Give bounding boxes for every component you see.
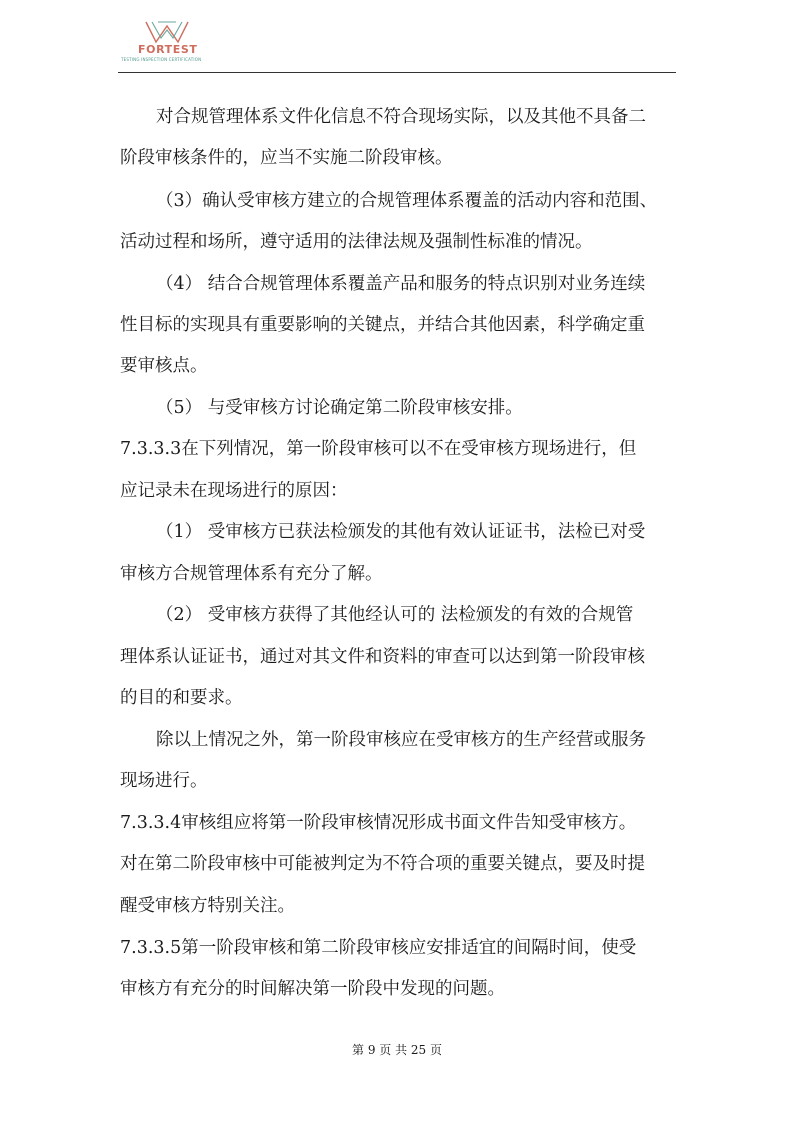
body-line: 对在第二阶段审核中可能被判定为不符合项的重要关键点，要及时提 — [120, 854, 645, 874]
body-line: （1） 受审核方已获法检颁发的其他有效认证证书，法检已对受 — [156, 522, 646, 542]
body-line: 7.3.3.5第一阶段审核和第二阶段审核应安排适宜的间隔时间，使受 — [120, 938, 637, 958]
body-line: 现场进行。 — [120, 771, 208, 791]
logo-tagline: TESTING INSPECTION CERTIFICATION — [121, 57, 202, 62]
page-number: 第 9 页 共 25 页 — [352, 1043, 442, 1057]
body-line: （5） 与受审核方讨论确定第二阶段审核安排。 — [156, 398, 523, 418]
body-line: 性目标的实现具有重要影响的关键点，并结合其他因素，科学确定重 — [120, 315, 645, 335]
body-line: 要审核点。 — [120, 356, 208, 376]
page-header — [118, 18, 676, 74]
body-line: 除以上情况之外，第一阶段审核应在受审核方的生产经营或服务 — [156, 730, 646, 750]
body-line: 理体系认证证书，通过对其文件和资料的审查可以达到第一阶段审核 — [120, 647, 645, 667]
body-line: （3）确认受审核方建立的合规管理体系覆盖的活动内容和范围、 — [156, 191, 658, 211]
logo-wordmark: FORTEST — [138, 43, 198, 56]
logo-mark-icon — [144, 20, 190, 44]
body-line: 7.3.3.3在下列情况，第一阶段审核可以不在受审核方现场进行，但 — [120, 439, 637, 459]
company-logo — [118, 18, 216, 66]
body-line: 醒受审核方特别关注。 — [120, 896, 295, 916]
body-line: 7.3.3.4审核组应将第一阶段审核情况形成书面文件告知受审核方。 — [120, 813, 637, 833]
body-line: 活动过程和场所，遵守适用的法律法规及强制性标准的情况。 — [120, 232, 593, 252]
body-line: 应记录未在现场进行的原因： — [120, 481, 348, 501]
body-line: 审核方有充分的时间解决第一阶段中发现的问题。 — [120, 979, 505, 999]
body-line: （4） 结合合规管理体系覆盖产品和服务的特点识别对业务连续 — [156, 274, 646, 294]
body-line: 审核方合规管理体系有充分了解。 — [120, 564, 383, 584]
header-divider — [118, 72, 676, 73]
body-line: 阶段审核条件的，应当不实施二阶段审核。 — [120, 148, 453, 168]
body-line: 的目的和要求。 — [120, 688, 243, 708]
body-line: 对合规管理体系文件化信息不符合现场实际，以及其他不具备二 — [156, 107, 646, 127]
body-line: （2） 受审核方获得了其他经认可的 法检颁发的有效的合规管 — [156, 605, 634, 625]
